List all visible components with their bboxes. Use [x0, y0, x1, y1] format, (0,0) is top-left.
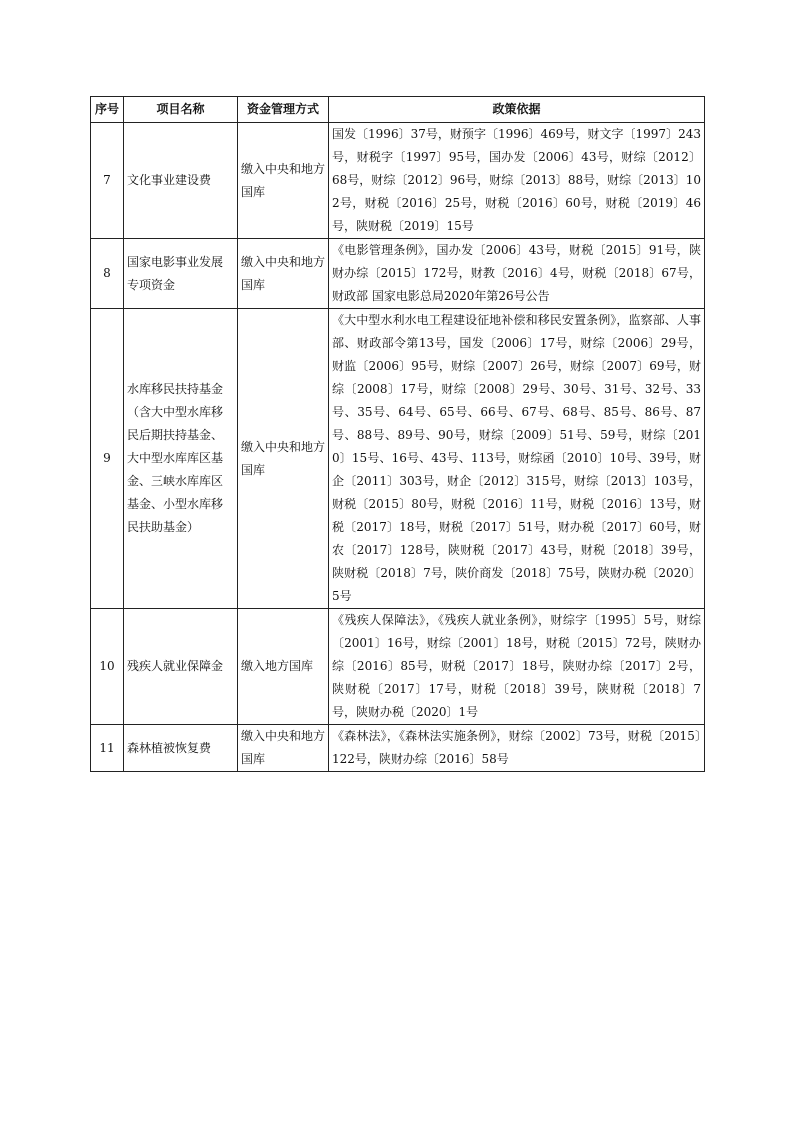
cell-basis: 《残疾人保障法》，《残疾人就业条例》，财综字〔1995〕5号，财综〔2001〕16号，财综〔2001〕18号，财税〔2015〕72号，陕财办综〔2016〕85号，财税〔2017〕18号，陕财办综〔2017〕2号，陕财税〔2017〕17号，财税〔2018〕39号，陕财税〔2018〕7号，陕财办税〔2020〕1号: [329, 609, 705, 725]
cell-no: 7: [91, 123, 124, 239]
cell-name: 森林植被恢复费: [124, 725, 238, 772]
cell-basis: 《大中型水利水电工程建设征地补偿和移民安置条例》，监察部、人事部、财政部令第13号，国发〔2006〕17号，财综〔2006〕29号，财监〔2006〕95号，财综〔2007〕26号，财综〔2007〕69号，财综〔2008〕17号，财综〔2008〕29号、30号、31号、32号、33号、35号、64号、65号、66号、67号、68号、85号、86号、87号、88号、89号、90号，财综〔2009〕51号、59号，财综〔2010〕15号、16号、43号、113号，财综函〔2010〕10号、39号，财企〔2011〕303号，财企〔2012〕315号，财综〔2013〕103号，财税〔2015〕80号，财税〔2016〕11号，财税〔2016〕13号，财税〔2017〕18号，财税〔2017〕51号，财办税〔2017〕60号，财农〔2017〕128号，陕财税〔2017〕43号，财税〔2018〕39号，陕财税〔2018〕7号，陕价商发〔2018〕75号，陕财办税〔2020〕5号: [329, 309, 705, 609]
cell-basis: 《电影管理条例》，国办发〔2006〕43号，财税〔2015〕91号，陕财办综〔2015〕172号，财教〔2016〕4号，财税〔2018〕67号，财政部 国家电影总局2020年第26号公告: [329, 239, 705, 309]
cell-name: 国家电影事业发展专项资金: [124, 239, 238, 309]
cell-no: 10: [91, 609, 124, 725]
header-no: 序号: [91, 97, 124, 123]
cell-mgmt: 缴入地方国库: [238, 609, 329, 725]
cell-name: 文化事业建设费: [124, 123, 238, 239]
cell-basis: 《森林法》，《森林法实施条例》，财综〔2002〕73号，财税〔2015〕122号，陕财办综〔2016〕58号: [329, 725, 705, 772]
policy-table: [90, 96, 705, 772]
cell-mgmt: 缴入中央和地方国库: [238, 725, 329, 772]
header-name: 项目名称: [124, 97, 238, 123]
header-mgmt: 资金管理方式: [238, 97, 329, 123]
cell-name: 水库移民扶持基金（含大中型水库移民后期扶持基金、大中型水库库区基金、三峡水库库区基金、小型水库移民扶助基金）: [124, 309, 238, 609]
table-header-row: [91, 97, 705, 123]
cell-no: 8: [91, 239, 124, 309]
cell-no: 9: [91, 309, 124, 609]
table-row: [91, 609, 705, 725]
header-basis: 政策依据: [329, 97, 705, 123]
table-row: [91, 725, 705, 772]
cell-mgmt: 缴入中央和地方国库: [238, 309, 329, 609]
cell-basis: 国发〔1996〕37号，财预字〔1996〕469号，财文字〔1997〕243号，财税字〔1997〕95号，国办发〔2006〕43号，财综〔2012〕68号，财综〔2012〕96号，财综〔2013〕88号，财综〔2013〕102号，财税〔2016〕25号，财税〔2016〕60号，财税〔2019〕46号，陕财税〔2019〕15号: [329, 123, 705, 239]
table-row: [91, 309, 705, 609]
table-row: [91, 239, 705, 309]
table-row: [91, 123, 705, 239]
cell-mgmt: 缴入中央和地方国库: [238, 239, 329, 309]
cell-name: 残疾人就业保障金: [124, 609, 238, 725]
cell-no: 11: [91, 725, 124, 772]
cell-mgmt: 缴入中央和地方国库: [238, 123, 329, 239]
